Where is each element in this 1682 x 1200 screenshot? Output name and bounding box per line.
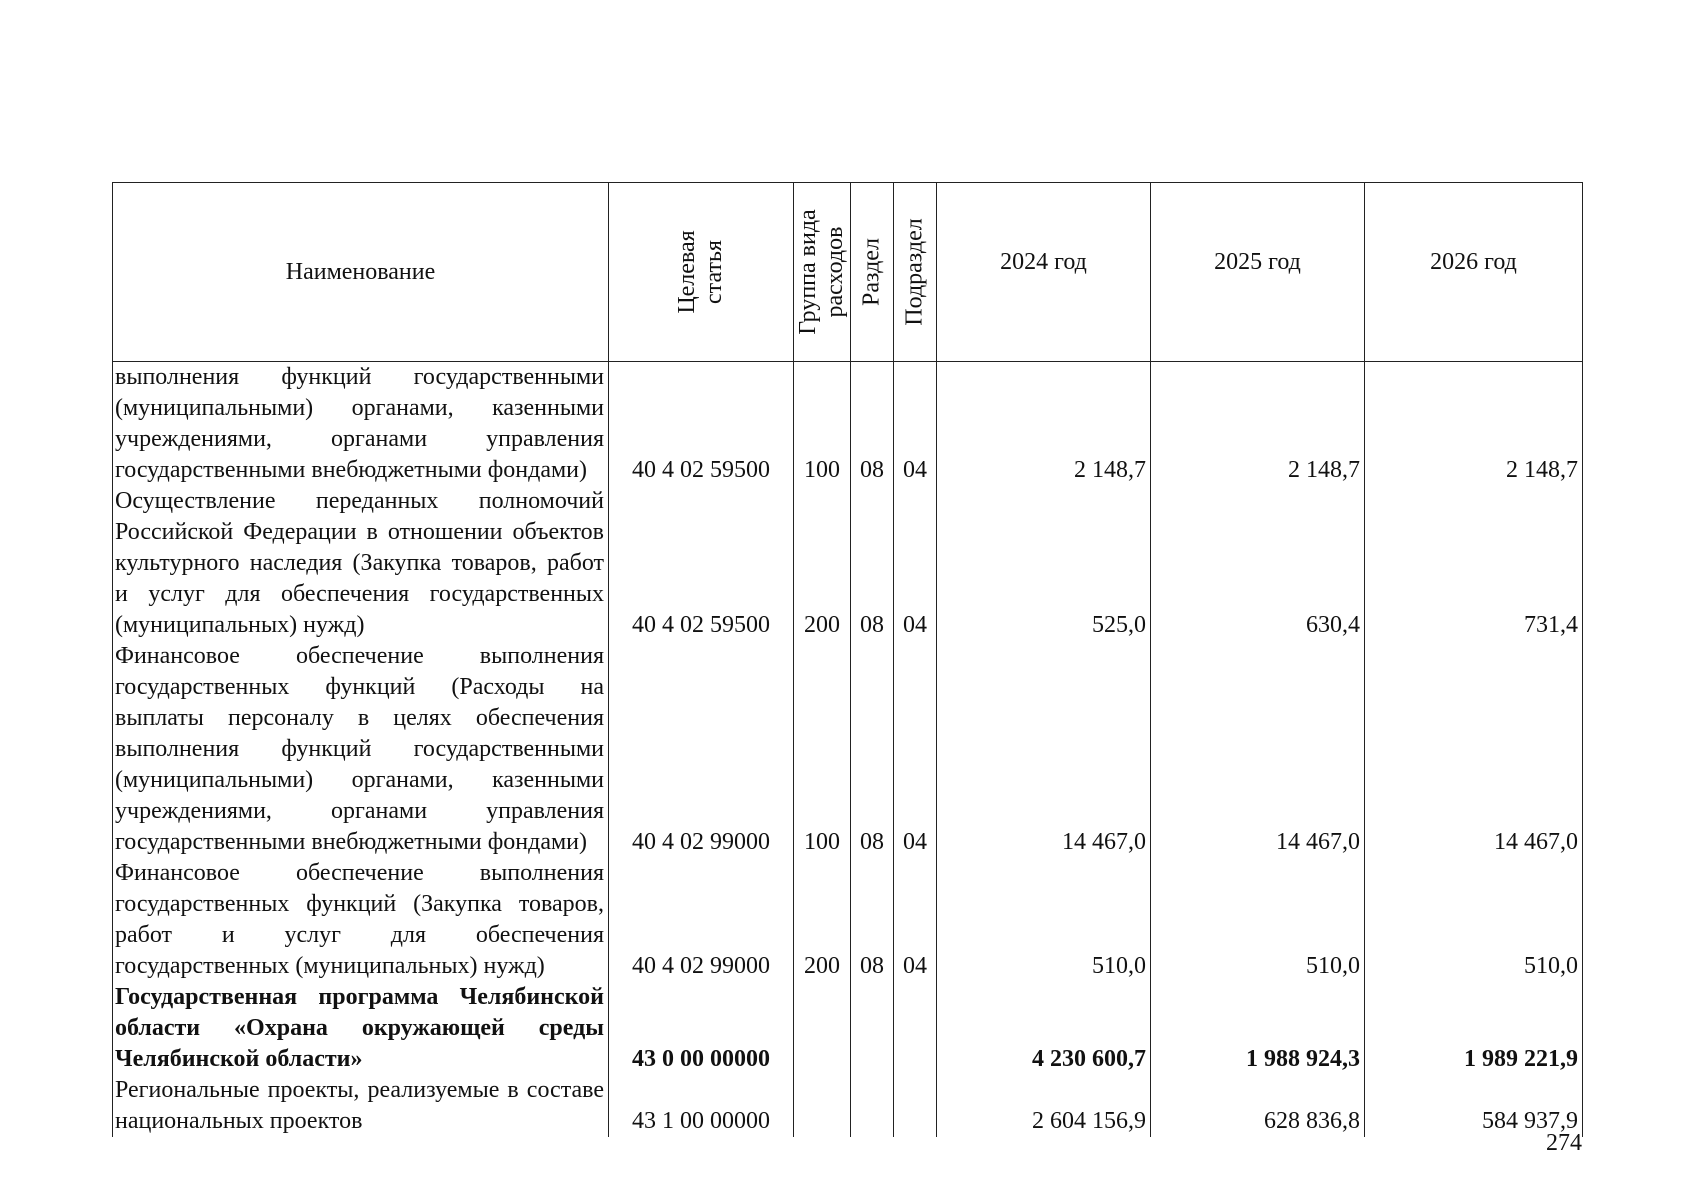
- row-name: Финансовое обеспечение выполнения государственных функций (Закупка товаров, работ и услуг для обеспечения государственных (муниципальных) нужд): [113, 858, 609, 982]
- row-subsection: 04: [894, 641, 937, 858]
- budget-table: [112, 182, 1583, 1137]
- header-2026: 2026 год: [1365, 183, 1583, 362]
- row-group: 100: [794, 362, 851, 487]
- row-group: 100: [794, 641, 851, 858]
- table-row: [113, 858, 1583, 982]
- row-group: [794, 982, 851, 1075]
- row-name: выполнения функций государственными (муниципальными) органами, казенными учреждениями, органами управления государственными внебюджетными фондами): [113, 362, 609, 487]
- row-2024: 525,0: [937, 486, 1151, 641]
- header-section-label: Раздел: [858, 238, 885, 306]
- row-2024: 4 230 600,7: [937, 982, 1151, 1075]
- row-2026: 2 148,7: [1365, 362, 1583, 487]
- row-section: [851, 982, 894, 1075]
- row-subsection: 04: [894, 362, 937, 487]
- row-2025: 510,0: [1151, 858, 1365, 982]
- row-2026: 14 467,0: [1365, 641, 1583, 858]
- row-name: Государственная программа Челябинской области «Охрана окружающей среды Челябинской области»: [113, 982, 609, 1075]
- row-2026: 731,4: [1365, 486, 1583, 641]
- table-header-row: [113, 183, 1583, 362]
- row-subsection: 04: [894, 486, 937, 641]
- header-name: Наименование: [113, 183, 609, 362]
- page-number: 274: [1546, 1130, 1582, 1156]
- row-subsection: 04: [894, 858, 937, 982]
- row-target: 40 4 02 59500: [609, 362, 794, 487]
- header-subsection: [894, 183, 937, 362]
- row-2024: 2 148,7: [937, 362, 1151, 487]
- table-row: [113, 1075, 1583, 1137]
- row-group: 200: [794, 486, 851, 641]
- row-2026: 510,0: [1365, 858, 1583, 982]
- row-2024: 510,0: [937, 858, 1151, 982]
- row-2026: 584 937,9: [1365, 1075, 1583, 1137]
- header-group-label: Группа вида расходов: [795, 209, 848, 335]
- header-section: [851, 183, 894, 362]
- row-group: 200: [794, 858, 851, 982]
- row-2024: 2 604 156,9: [937, 1075, 1151, 1137]
- row-name: Региональные проекты, реализуемые в составе национальных проектов: [113, 1075, 609, 1137]
- row-2025: 1 988 924,3: [1151, 982, 1365, 1075]
- row-section: 08: [851, 641, 894, 858]
- header-target-label: Целевая статья: [674, 230, 727, 314]
- row-section: [851, 1075, 894, 1137]
- row-target: 43 0 00 00000: [609, 982, 794, 1075]
- table-row: [113, 982, 1583, 1075]
- row-2025: 2 148,7: [1151, 362, 1365, 487]
- header-group: [794, 183, 851, 362]
- row-section: 08: [851, 486, 894, 641]
- row-section: 08: [851, 858, 894, 982]
- table-row: [113, 362, 1583, 487]
- row-group: [794, 1075, 851, 1137]
- row-2025: 630,4: [1151, 486, 1365, 641]
- row-target: 40 4 02 99000: [609, 858, 794, 982]
- header-2025: 2025 год: [1151, 183, 1365, 362]
- table-row: [113, 486, 1583, 641]
- table-row: [113, 641, 1583, 858]
- header-target: [609, 183, 794, 362]
- row-2026: 1 989 221,9: [1365, 982, 1583, 1075]
- row-section: 08: [851, 362, 894, 487]
- row-2024: 14 467,0: [937, 641, 1151, 858]
- row-name: Осуществление переданных полномочий Российской Федерации в отношении объектов культурного наследия (Закупка товаров, работ и услуг для обеспечения государственных (муниципальных) нужд): [113, 486, 609, 641]
- row-target: 40 4 02 59500: [609, 486, 794, 641]
- header-2024: 2024 год: [937, 183, 1151, 362]
- row-name: Финансовое обеспечение выполнения государственных функций (Расходы на выплаты персоналу в целях обеспечения выполнения функций государственными (муниципальными) органами, казенными учреждениями, органами управления государственными внебюджетными фондами): [113, 641, 609, 858]
- row-subsection: [894, 1075, 937, 1137]
- header-subsection-label: Подраздел: [901, 218, 928, 326]
- row-subsection: [894, 982, 937, 1075]
- row-2025: 14 467,0: [1151, 641, 1365, 858]
- row-2025: 628 836,8: [1151, 1075, 1365, 1137]
- row-target: 40 4 02 99000: [609, 641, 794, 858]
- row-target: 43 1 00 00000: [609, 1075, 794, 1137]
